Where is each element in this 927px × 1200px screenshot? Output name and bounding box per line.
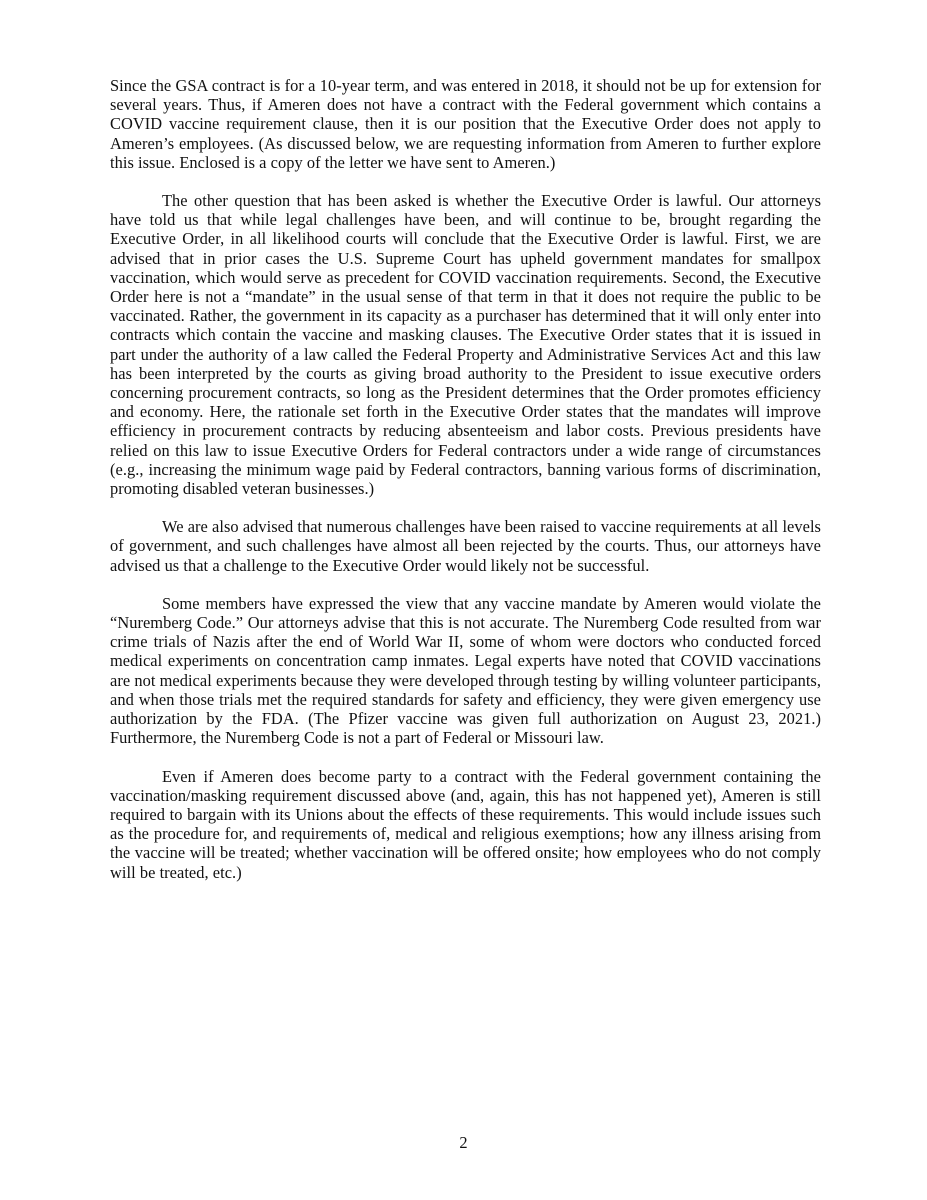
page-number: 2	[459, 1133, 468, 1152]
paragraph-nuremberg-code: Some members have expressed the view that any vaccine mandate by Ameren would violate the “Nuremberg Code.” Our attorneys advise that this is not accurate. The Nuremberg Code resulted from war crime trials of Nazis after the end of World War II, some of whom were doctors who conducted forced medical experiments on concentration camp inmates. Legal experts have noted that COVID vaccinations are not medical experiments because they were developed through testing by willing volunteer participants, and when those trials met the required standards for safety and efficiency, they were given emergency use authorization by the FDA. (The Pfizer vaccine was given full authorization on August 23, 2021.) Furthermore, the Nuremberg Code is not a part of Federal or Missouri law.	[110, 593, 821, 748]
paragraph-bargaining: Even if Ameren does become party to a contract with the Federal government containing the vaccination/masking requirement discussed above (and, again, this has not happened yet), Ameren is still required to bargain with its Unions about the effects of these requirements. This would include issues such as the procedure for, and requirements of, medical and religious exemptions; how any illness arising from the vaccine will be treated; whether vaccination will be offered onsite; how employees who do not comply will be treated, etc.)	[110, 766, 821, 882]
paragraph-gsa-contract: Since the GSA contract is for a 10-year term, and was entered in 2018, it should not be up for extension for several years. Thus, if Ameren does not have a contract with the Federal government which contains a COVID vaccine requirement clause, then it is our position that the Executive Order does not apply to Ameren’s employees. (As discussed below, we are requesting information from Ameren to further explore this issue. Enclosed is a copy of the letter we have sent to Ameren.)	[110, 76, 821, 172]
paragraph-lawfulness: The other question that has been asked is whether the Executive Order is lawful. Our attorneys have told us that while legal challenges have been, and will continue to be, brought regarding the Executive Order, in all likelihood courts will conclude that the Executive Order is lawful. First, we are advised that in prior cases the U.S. Supreme Court has upheld government mandates for smallpox vaccination, which would serve as precedent for COVID vaccination requirements. Second, the Executive Order here is not a “mandate” in the usual sense of that term in that it does not require the public to be vaccinated. Rather, the government in its capacity as a purchaser has determined that it will only enter into contracts which contain the vaccine and masking clauses. The Executive Order states that it is issued in part under the authority of a law called the Federal Property and Administrative Services Act and this law has been interpreted by the courts as giving broad authority to the President to issue executive orders concerning procurement contracts, so long as the President determines that the Order promotes efficiency and economy. Here, the rationale set forth in the Executive Order states that the mandates will improve efficiency in procurement contracts by reducing absenteeism and labor costs. Previous presidents have relied on this law to issue Executive Orders for Federal contractors under a wide range of circumstances (e.g., increasing the minimum wage paid by Federal contractors, banning various forms of discrimination, promoting disabled veteran businesses.)	[110, 191, 821, 499]
document-page	[110, 76, 821, 901]
paragraph-challenges: We are also advised that numerous challenges have been raised to vaccine requirements at all levels of government, and such challenges have almost all been rejected by the courts. Thus, our attorneys have advised us that a challenge to the Executive Order would likely not be successful.	[110, 517, 821, 575]
